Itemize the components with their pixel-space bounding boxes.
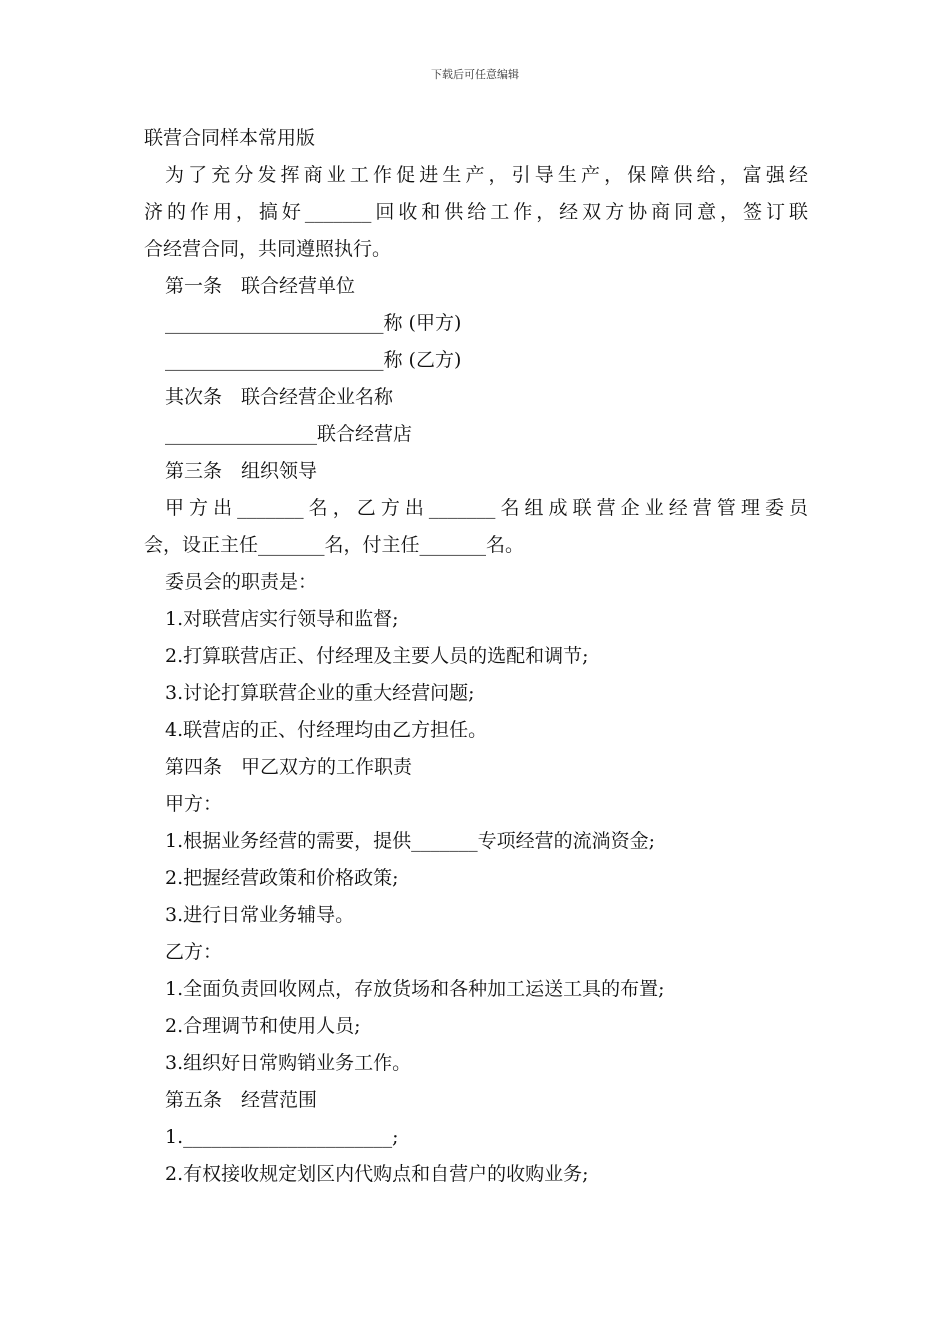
paragraph-line: 甲方出_______名，乙方出_______名组成联营企业经营管理委员 (165, 497, 808, 519)
paragraph-line: 为了充分发挥商业工作促进生产，引导生产，保障供给，富强经 (165, 164, 808, 186)
page-header: 下载后可任意编辑 (431, 68, 519, 81)
paragraph-line: 合经营合同，共同遵照执行。 (144, 238, 392, 260)
article-heading: 第三条 组织领导 (165, 460, 318, 482)
article-heading: 第四条 甲乙双方的工作职责 (165, 756, 413, 778)
list-item: 2.有权接收规定划区内代购点和自营户的收购业务; (165, 1163, 589, 1185)
blank-field-line: _______________________称 (甲方) (165, 312, 462, 334)
list-item: 1.______________________; (165, 1126, 399, 1148)
list-item: 3.讨论打算联营企业的重大经营问题; (165, 682, 475, 704)
list-item: 4.联营店的正、付经理均由乙方担任。 (165, 719, 488, 741)
party-label: 乙方： (165, 941, 223, 963)
list-item: 2.把握经营政策和价格政策; (165, 867, 399, 889)
paragraph-line: 会，设正主任_______名，付主任_______名。 (144, 534, 525, 556)
article-heading: 第一条 联合经营单位 (165, 275, 356, 297)
article-heading: 第五条 经营范围 (165, 1089, 318, 1111)
list-item: 2.打算联营店正、付经理及主要人员的选配和调节; (165, 645, 589, 667)
list-item: 1.根据业务经营的需要，提供_______专项经营的流淌资金; (165, 830, 656, 852)
document-title: 联营合同样本常用版 (144, 127, 316, 149)
list-item: 3.进行日常业务辅导。 (165, 904, 355, 926)
blank-field-line: ________________联合经营店 (165, 423, 413, 445)
list-item: 3.组织好日常购销业务工作。 (165, 1052, 412, 1074)
paragraph-line: 济的作用，搞好_______回收和供给工作，经双方协商同意，签订联 (144, 201, 808, 223)
list-item: 1.全面负责回收网点，存放货场和各种加工运送工具的布置; (165, 978, 665, 1000)
list-item: 2.合理调节和使用人员; (165, 1015, 361, 1037)
paragraph-line: 委员会的职责是： (165, 571, 318, 593)
article-heading: 其次条 联合经营企业名称 (165, 386, 394, 408)
blank-field-line: _______________________称 (乙方) (165, 349, 462, 371)
party-label: 甲方： (165, 793, 223, 815)
list-item: 1.对联营店实行领导和监督; (165, 608, 399, 630)
document-body (144, 120, 808, 1193)
